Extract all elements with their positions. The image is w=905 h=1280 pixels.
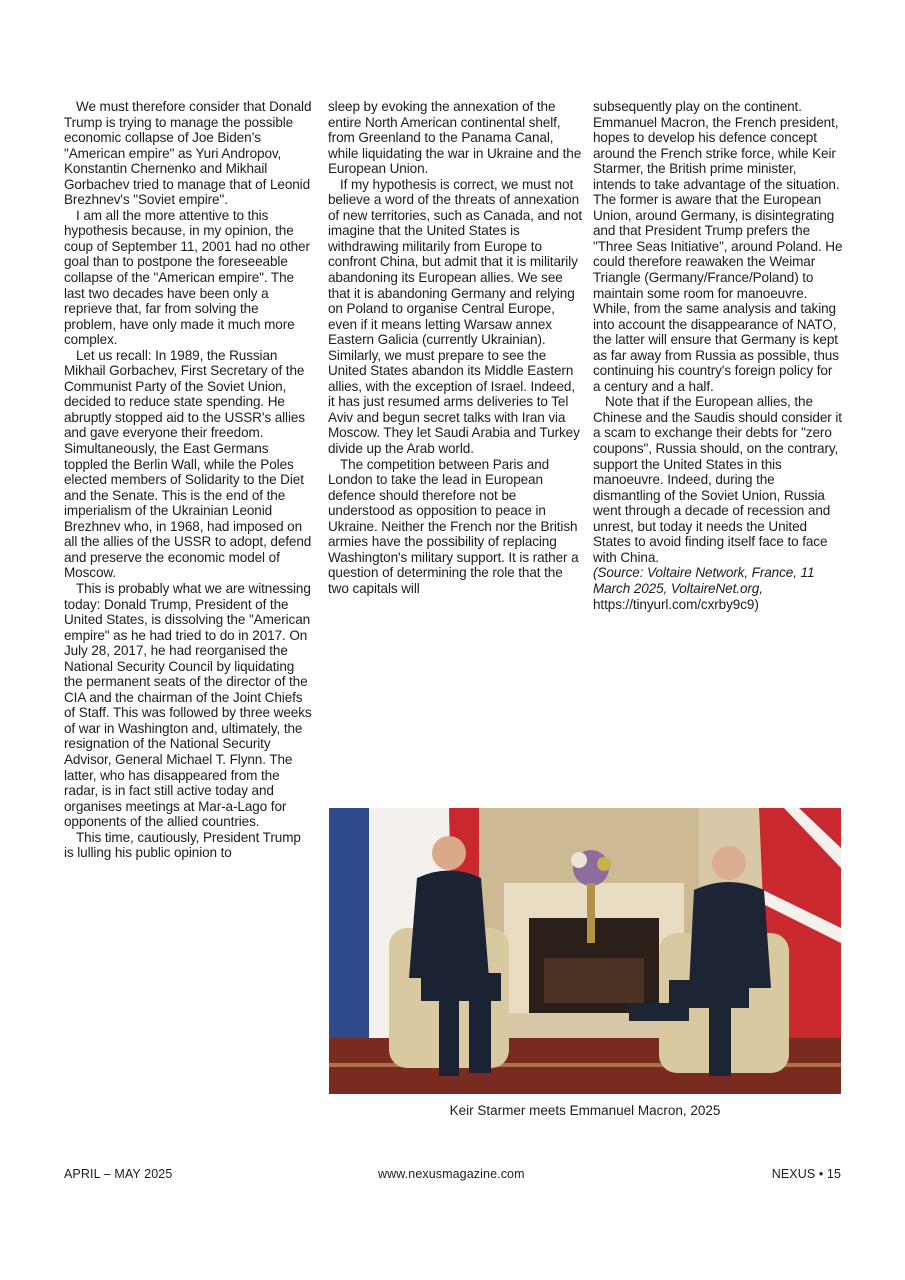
- source-link[interactable]: https://tinyurl.com/cxrby9c9): [593, 596, 759, 612]
- article-column-2: [328, 99, 582, 597]
- paragraph: The competition between Paris and London to take the lead in European defence should therefore not be understood as opposition to peace in Ukraine. Neither the French nor the British armies have the possibility of replacing Washington's military support. It is rather a question of determining the role that the two capitals will: [328, 456, 579, 596]
- article-column-1: [64, 99, 314, 861]
- paragraph: We must therefore consider that Donald Trump is trying to manage the possible economic collapse of Joe Biden’s "American empire" as Yuri Andropov, Konstantin Chernenko and Mikhail Gorbachev tried to manage that of Leonid Brezhnev's "Soviet empire".: [64, 99, 312, 208]
- footer-issue-date: APRIL – MAY 2025: [64, 1167, 173, 1181]
- paragraph: Note that if the European allies, the Chinese and the Saudis should consider it a scam to exchange their debts for "zero coupons", Russia should, on the contrary, support the United States in this manoeuvre. Indeed, during the dismantling of the Soviet Union, Russia went through a decade of recession and unrest, but today it needs the United States to avoid finding itself face to face with China.: [593, 394, 842, 565]
- article-column-3: [593, 99, 843, 612]
- source-citation: [593, 565, 843, 612]
- paragraph: subsequently play on the continent. Emmanuel Macron, the French president, hopes to develop his defence concept around the French strike force, while Keir Starmer, the British prime minister, intends to take advantage of the situation. The former is aware that the European Union, around Germany, is disintegrating and that President Trump prefers the "Three Seas Initiative", around Poland. He could therefore reawaken the Weimar Triangle (Germany/France/Poland) to maintain some room for manoeuvre. While, from the same analysis and taking into account the disappearance of NATO, the latter will ensure that Germany is kept as far away from Russia as possible, thus continuing his country's foreign policy for a century and a half.: [593, 99, 843, 394]
- paragraph: Let us recall: In 1989, the Russian Mikhail Gorbachev, First Secretary of the Communist Party of the Soviet Union, decided to reduce state spending. He abruptly stopped aid to the USSR's allies and gave everyone their freedom. Simultaneously, the East Germans toppled the Berlin Wall, while the Poles elected members of Solidarity to the Diet and the Senate. This is the end of the imperialism of the Ukrainian Leonid Brezhnev who, in 1968, had imposed on all the allies of the USSR to adopt, defend and preserve the economic model of Moscow.: [64, 347, 312, 581]
- paragraph: sleep by evoking the annexation of the entire North American continental shelf, from Greenland to the Panama Canal, while liquidating the war in Ukraine and the European Union.: [328, 99, 582, 177]
- footer-website[interactable]: www.nexusmagazine.com: [378, 1167, 525, 1181]
- source-text: (Source: Voltaire Network, France, 11 March 2025, VoltaireNet.org,: [593, 565, 815, 596]
- paragraph: This time, cautiously, President Trump is lulling his public opinion to: [64, 829, 301, 861]
- paragraph: I am all the more attentive to this hypothesis because, in my opinion, the coup of September 11, 2001 had no other goal than to postpone the foreseeable collapse of the "American empire". The last two decades have been only a reprieve that, far from solving the problem, have only made it much more complex.: [64, 207, 310, 348]
- photo-starmer-macron: [329, 808, 841, 1094]
- footer-page-number: NEXUS • 15: [771, 1167, 841, 1181]
- paragraph: This is probably what we are witnessing today: Donald Trump, President of the United States, is dissolving the "American empire" as he had tried to do in 2017. On July 28, 2017, he had reorganised the National Security Council by liquidating the permanent seats of the director of the CIA and the chairman of the Joint Chiefs of Staff. This was followed by three weeks of war in Washington and, ultimately, the resignation of the National Security Advisor, General Michael T. Flynn. The latter, who has disappeared from the radar, is in fact still active today and organises meetings at Mar-a-Lago for opponents of the allied countries.: [64, 580, 312, 830]
- photo-caption: Keir Starmer meets Emmanuel Macron, 2025: [449, 1103, 721, 1118]
- paragraph: If my hypothesis is correct, we must not believe a word of the threats of annexation of new territories, such as Canada, and not imagine that the United States is withdrawing militarily from Europe to confront China, but admit that it is militarily abandoning its European allies. We see that it is abandoning Germany and relying on Poland to organise Central Europe, even if it means letting Warsaw annex Eastern Galicia (currently Ukrainian). Similarly, we must prepare to see the United States abandon its Middle Eastern allies, with the exception of Israel. Indeed, it has just resumed arms deliveries to Tel Aviv and begun secret talks with Iran via Moscow. They let Saudi Arabia and Turkey divide up the Arab world.: [328, 176, 582, 457]
